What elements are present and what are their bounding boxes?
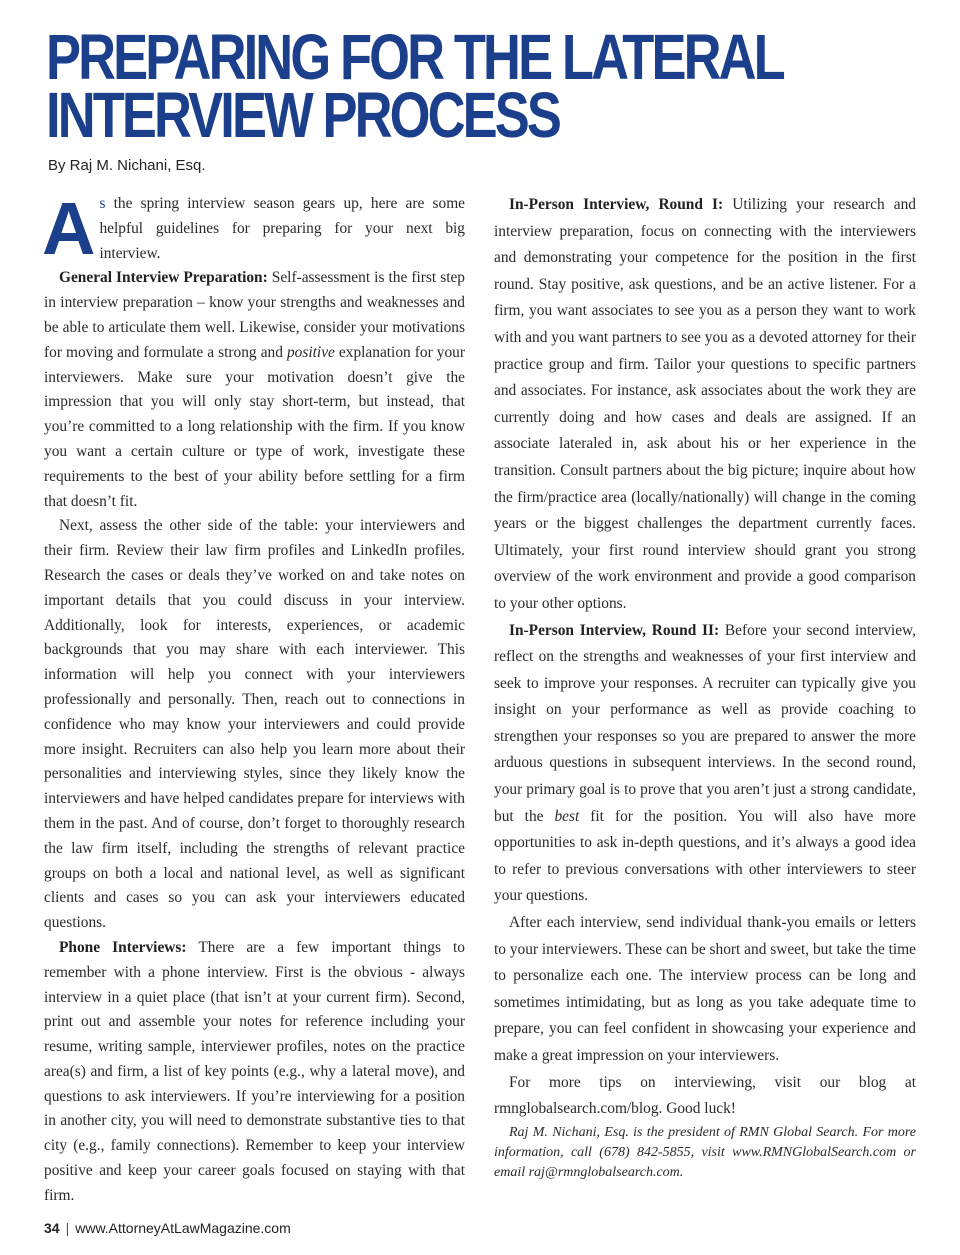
drop-cap: A	[42, 187, 96, 270]
right-column	[494, 192, 916, 1183]
article-title-line-1: PREPARING FOR THE LATERAL	[46, 21, 783, 93]
round-two-heading: In-Person Interview, Round II:	[509, 621, 720, 639]
round-two-text-b: fit for the position. You will also have more opportunities to ask in-depth questions, and it’s always a good idea to refer to previous conversations with other interviewers to steer your questions.	[494, 807, 916, 905]
phone-interviews-heading: Phone Interviews:	[59, 938, 187, 956]
left-column	[42, 187, 466, 1209]
round-two-paragraph	[494, 618, 916, 911]
general-prep-heading: General Interview Preparation:	[59, 269, 268, 287]
page-footer	[44, 1220, 291, 1236]
general-prep-paragraph	[44, 266, 465, 514]
round-two-text-a: Before your second interview, reflect on the strengths and weaknesses of your first interview and seek to improve your responses. A recruiter can typically give you insight on your performance as well as provide coaching to strengthen your responses so you are prepared to answer the more arduous questions in subsequent interviews. In the second round, your primary goal is to prove that you aren’t just a strong candidate, but the	[494, 621, 917, 825]
footer-site: www.AttorneyAtLawMagazine.com	[75, 1220, 291, 1236]
article-title	[46, 21, 783, 151]
general-prep-text-a: Self-assessment is the first step in interview preparation – know your strengths and weaknesses and be able to articulate them well. Likewise, consider your motivations for moving and formulate a strong and	[44, 269, 466, 361]
article-title-line-2: INTERVIEW PROCESS	[46, 79, 560, 151]
intro-lead: s	[99, 195, 106, 212]
footer-separator: |	[65, 1220, 70, 1236]
page-number: 34	[44, 1220, 60, 1236]
phone-interviews-paragraph	[44, 936, 465, 1209]
round-two-emphasis: best	[554, 807, 580, 825]
general-prep-emphasis: positive	[286, 343, 335, 361]
thank-you-paragraph: After each interview, send individual thank-you emails or letters to your interviewers. These can be short and sweet, but take the time to personalize each one. The interview process can be long and sometimes intimidating, but as long as you take adequate time to prepare, you can feel confident in showcasing your experience and make a great impression on your interviewers.	[494, 914, 916, 1064]
author-bio: Raj M. Nichani, Esq. is the president of RMN Global Search. For more information, call (678) 842-5855, visit www.RMNGlobalSearch.com or email raj@rmnglobalsearch.com.	[494, 1124, 916, 1180]
round-one-text: Utilizing your research and interview preparation, focus on connecting with the interviewers and demonstrating your competence for the position in the first round. Stay positive, ask questions, and be an active listener. For a firm, you want associates to see you as a person they want to work with and you want partners to see you as a devoted attorney for their practice group and firm. Tailor your questions to specific partners and associates. For instance, ask associates about the work they are currently doing and how cases and deals are assigned. If an associate lateraled in, ask about his or her experience in the transition. Consult partners about the big picture; inquire about how the firm/practice area (locally/nationally) will change in the coming years or the biggest challenges the department currently faces. Ultimately, your first round interview should grant you strong overview of the work environment and provide a good comparison to your other options.	[494, 196, 916, 612]
general-prep-text-b: explanation for your interviewers. Make sure your motivation doesn’t give the impression that you will only stay short-term, but instead, that you’re committed to a long relationship with the firm. If you know you want a certain culture or type of work, investigate these requirements to the best of your ability before settling for a firm that doesn’t fit.	[44, 343, 465, 510]
round-one-heading: In-Person Interview, Round I:	[509, 196, 724, 213]
more-tips-paragraph: For more tips on interviewing, visit our blog at rmnglobalsearch.com/blog. Good luck!	[494, 1073, 916, 1118]
intro-paragraph	[42, 187, 465, 270]
round-one-paragraph	[494, 192, 916, 618]
phone-interviews-text: There are a few important things to remember with a phone interview. First is the obvious - always interview in a quiet place (that isn’t at your current firm). Second, print out and assemble your notes for reference including your resume, writing sample, interviewer profiles, notes on the practice area(s) and firm, a list of key points (e.g., why a lateral move), and questions to ask interviewers. If you’re interviewing for a position in another city, you will need to demonstrate substantive ties to that city (e.g., family connections). Remember to keep your interview positive and keep your career goals focused on staying with that firm.	[44, 938, 466, 1204]
intro-text: the spring interview season gears up, here are some helpful guidelines for preparing for your next big interview.	[99, 195, 465, 262]
byline: By Raj M. Nichani, Esq.	[48, 157, 206, 174]
research-paragraph: Next, assess the other side of the table: your interviewers and their firm. Review their law firm profiles and LinkedIn profiles. Research the cases or deals they’ve worked on and take notes on important details that you could discuss in your interview. Additionally, look for interests, experiences, or academic backgrounds that you may share with each interviewer. This information will help you connect with your interviewers professionally and personally. Then, reach out to connections in confidence who may know your interviewers and could provide more insight. Recruiters can also help you learn more about their personalities and interviewing styles, since they likely know the interviewers and have helped candidates prepare for interviews with them in the past. And of course, don’t forget to thoroughly research the law firm itself, including the strengths of relevant practice groups on both a local and national level, as well as significant clients and cases so you can ask your interviewers educated questions.	[44, 517, 465, 932]
